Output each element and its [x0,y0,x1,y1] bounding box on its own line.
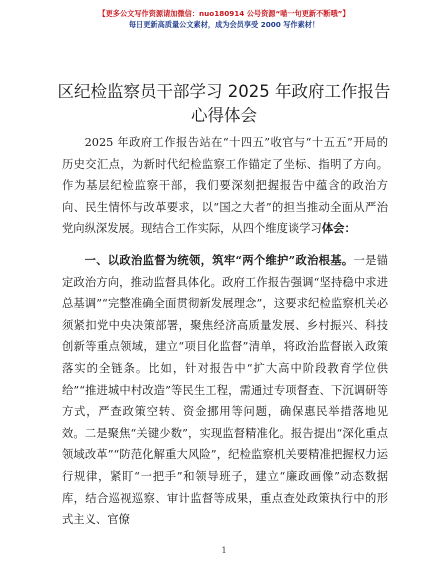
intro-bold-tail: 体会： [321,221,356,236]
banner-line-1: 【更多公文写作资源请加微信：nuo180914 公号资源“喵一句更新不断哦”】 [98,9,350,18]
section-1-text: 一是锚定政治方向，推动监督具体化。政府工作报告强调“坚持稳中求进总基调”“完整准确全面贯彻新发展理念”，这要求纪检监察机关必须紧扣党中央决策部署，聚焦经济高质量发展、乡村振兴、科技创新等重点领域，建立“项目化监督”清单，将政治监督嵌入政策落实的全链条。比如，针对报告中“扩大高中阶段教育学位供给”“推进城中村改造”等民生工程，需通过专项督查、下沉调研等方式，严查政策空转、资金挪用等问题，确保惠民举措落地见效。二是聚焦“关键少数”，实现监督精准化。报告提出“深化重点领域改革”“防范化解重大风险”，纪检监察机关要精准把握权力运行规律，紧盯“一把手”和领导班子，建立“廉政画像”动态数据库，结合巡视巡察、审计监督等成果，重点查处政策执行中的形式主义、官僚 [62,253,388,527]
section-1-paragraph [62,250,388,531]
document-title [30,80,418,128]
banner-line-2: 每日更新高质量公文素材，成为会员享受 2000 写作素材！ [128,20,320,29]
section-1-heading: 一、以政治监督为统领，筑牢“两个维护”政治根基。 [84,252,354,267]
title-line-1: 区纪检监察员干部学习 2025 年政府工作报告 [57,82,391,101]
page-number: 1 [221,546,227,555]
intro-text: 2025 年政府工作报告站在“十四五”收官与“十五五”开局的历史交汇点，为新时代纪检监察工作锚定了坐标、指明了方向。作为基层纪检监察干部，我们要深刻把握报告中蕴含的政治方向、民生情怀与改革要求，以“国之大者”的担当推动全面从严治党向纵深发展。现结合工作实际，从四个维度谈学习 [62,136,388,236]
title-line-2: 心得体会 [191,106,257,125]
intro-paragraph [62,132,388,240]
header-banner [0,8,448,30]
document-body [62,132,388,531]
